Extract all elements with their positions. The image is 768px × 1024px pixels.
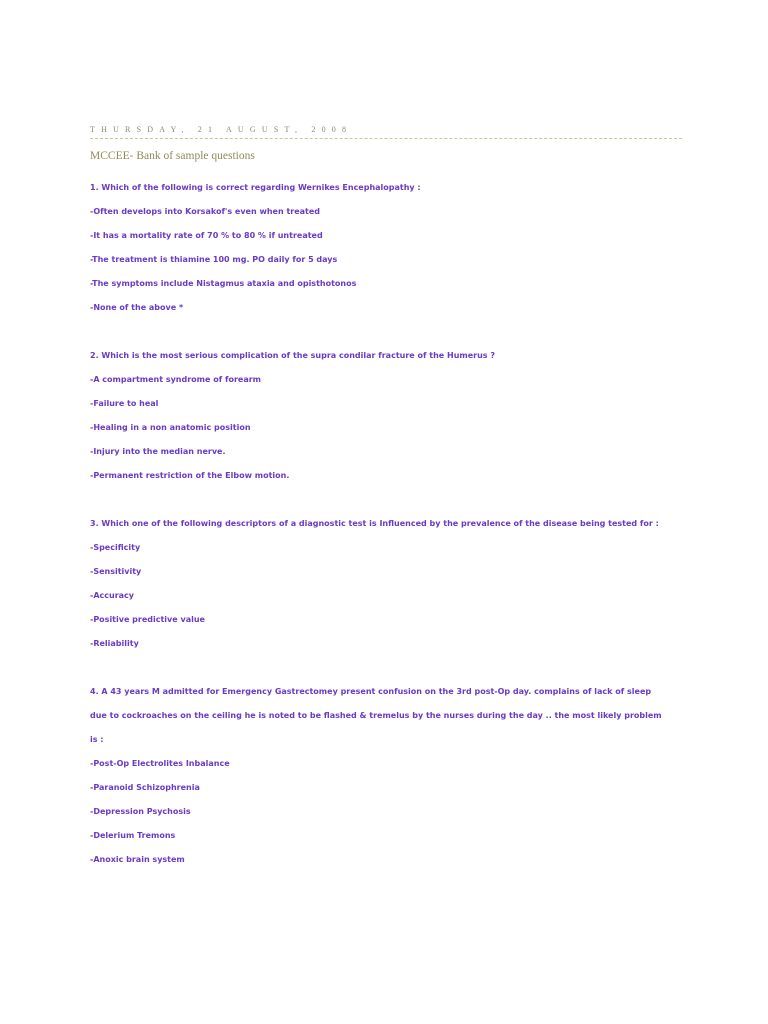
question-text: due to cockroaches on the ceiling he is noted to be flashed & tremelus by the nurses during the day .. the most likely problem [90,711,662,720]
answer-option: -Injury into the median nerve. [90,447,226,456]
date-divider [90,138,682,139]
question-text: 3. Which one of the following descriptors of a diagnostic test is Influenced by the prevalence of the disease being tested for : [90,519,659,528]
post-date: THURSDAY, 21 AUGUST, 2008 [90,125,353,134]
question-block [90,176,690,320]
answer-option: -Positive predictive value [90,615,205,624]
question-spacer [90,488,690,512]
question-block [90,512,690,656]
question-text: 1. Which of the following is correct regarding Wernikes Encephalopathy : [90,183,421,192]
answer-option: -The symptoms include Nistagmus ataxia and opisthotonos [90,279,357,288]
answer-option: -Often develops into Korsakof's even when treated [90,207,321,216]
answer-option: -Healing in a non anatomic position [90,423,251,432]
answer-option: -It has a mortality rate of 70 % to 80 % if untreated [90,231,323,240]
answer-option: -Failure to heal [90,399,159,408]
question-text: 2. Which is the most serious complication of the supra condilar fracture of the Humerus ? [90,351,495,360]
question-spacer [90,320,690,344]
question-text: 4. A 43 years M admitted for Emergency Gastrectomey present confusion on the 3rd post-Op day. complains of lack of sleep [90,687,652,696]
answer-option: -Specificity [90,543,141,552]
question-block [90,680,690,872]
answer-option: -Sensitivity [90,567,142,576]
question-text: is : [90,735,104,744]
answer-option: -Permanent restriction of the Elbow motion. [90,471,290,480]
question-block [90,344,690,488]
answer-option: -Paranoid Schizophrenia [90,783,200,792]
question-spacer [90,656,690,680]
answer-option: -Anoxic brain system [90,855,185,864]
answer-option: -Delerium Tremons [90,831,176,840]
answer-option: -Reliability [90,639,139,648]
answer-option: -Post-Op Electrolites Inbalance [90,759,230,768]
post-title: MCCEE- Bank of sample questions [90,150,255,162]
answer-option: -Depression Psychosis [90,807,191,816]
answer-option: -The treatment is thiamine 100 mg. PO daily for 5 days [90,255,338,264]
post-body [90,176,690,872]
answer-option: -A compartment syndrome of forearm [90,375,262,384]
answer-option: -None of the above * [90,303,184,312]
answer-option: -Accuracy [90,591,134,600]
